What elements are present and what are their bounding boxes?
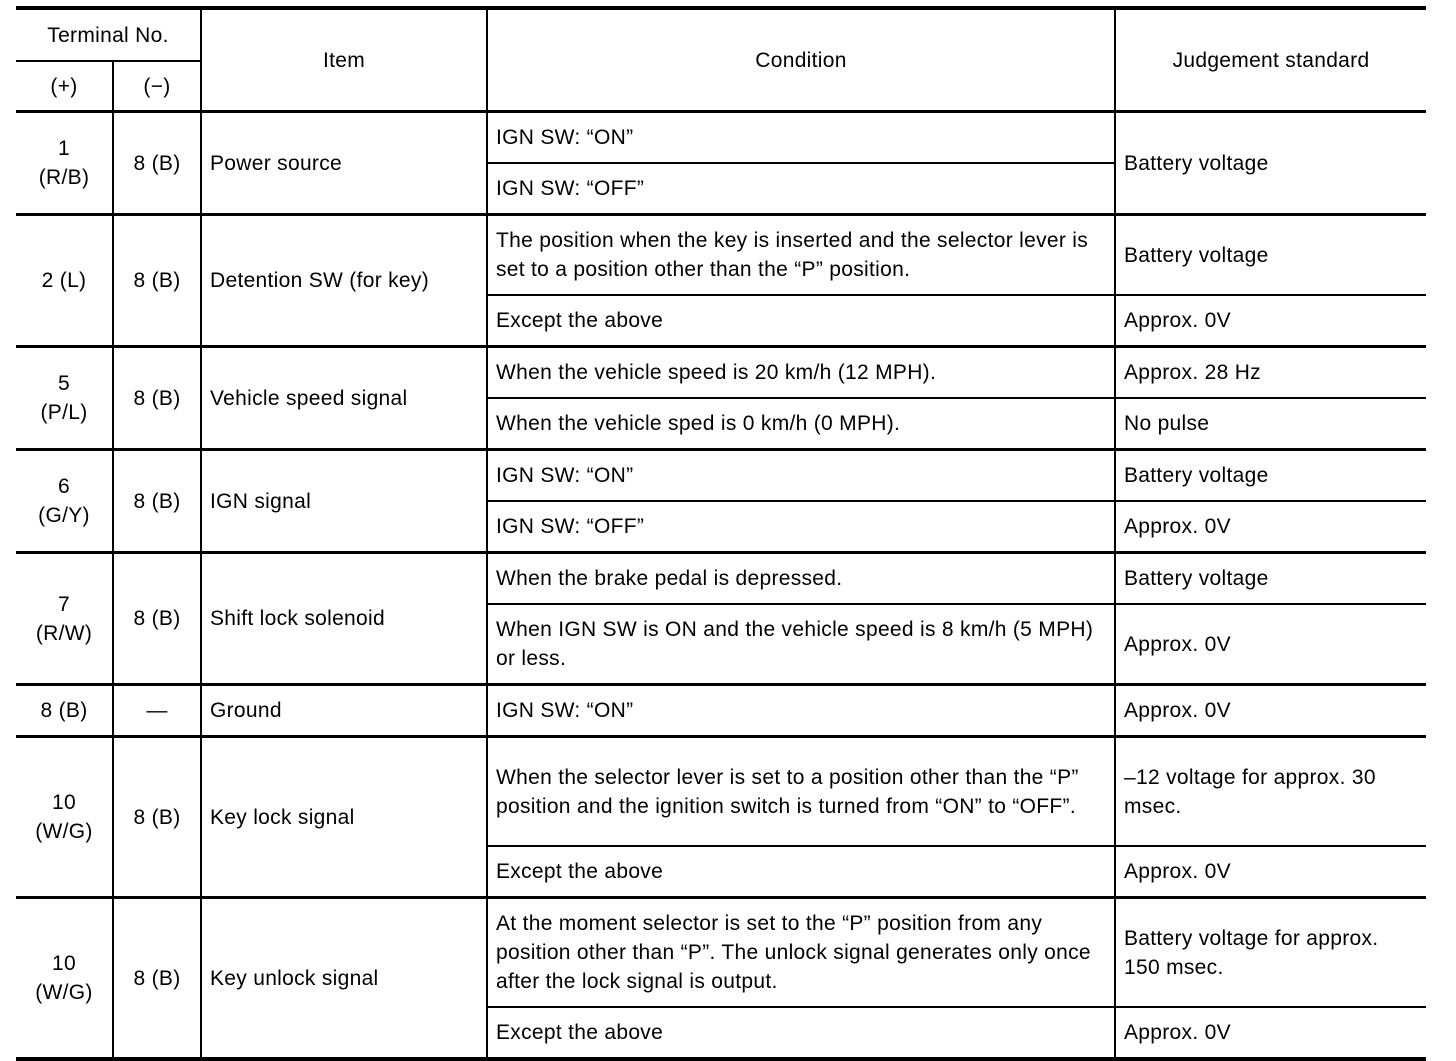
- header-minus: (−): [113, 61, 201, 112]
- item-name: Key unlock signal: [201, 898, 487, 1060]
- terminal-plus-color: (P/L): [40, 401, 88, 424]
- item-name: Vehicle speed signal: [201, 347, 487, 450]
- condition-text: IGN SW: “ON”: [487, 685, 1115, 737]
- terminal-plus-cell: [16, 553, 113, 685]
- table-row: [16, 898, 1426, 1008]
- judgement-text: Approx. 28 Hz: [1115, 347, 1426, 399]
- item-name: Shift lock solenoid: [201, 553, 487, 685]
- judgement-text: Approx. 0V: [1115, 1007, 1426, 1059]
- terminal-minus: 8 (B): [113, 215, 201, 347]
- condition-text: When the selector lever is set to a position other than the “P” position and the ignition switch is turned from “ON” to “OFF”.: [487, 737, 1115, 847]
- judgement-text: Battery voltage for approx. 150 msec.: [1115, 898, 1426, 1008]
- header-item: Item: [201, 8, 487, 112]
- terminal-minus: 8 (B): [113, 898, 201, 1060]
- judgement-text: Approx. 0V: [1115, 604, 1426, 685]
- item-name: Power source: [201, 112, 487, 215]
- condition-text: At the moment selector is set to the “P” position from any position other than “P”. The unlock signal generates only once after the lock signal is output.: [487, 898, 1115, 1008]
- judgement-text: No pulse: [1115, 398, 1426, 450]
- judgement-text: Battery voltage: [1115, 112, 1426, 215]
- header-condition: Condition: [487, 8, 1115, 112]
- condition-text: The position when the key is inserted and the selector lever is set to a position other than the “P” position.: [487, 215, 1115, 296]
- terminal-minus: 8 (B): [113, 553, 201, 685]
- terminal-plus-cell: [16, 898, 113, 1060]
- terminal-plus: 8 (B): [16, 685, 113, 737]
- condition-text: IGN SW: “OFF”: [487, 501, 1115, 553]
- terminal-minus: 8 (B): [113, 737, 201, 898]
- item-name: Ground: [201, 685, 487, 737]
- judgement-text: Battery voltage: [1115, 553, 1426, 605]
- terminal-minus: 8 (B): [113, 450, 201, 553]
- condition-text: Except the above: [487, 846, 1115, 898]
- terminal-plus-color: (R/W): [35, 621, 93, 645]
- terminal-plus-number: 5: [58, 372, 70, 395]
- terminal-plus-cell: [16, 347, 113, 450]
- table-row: [16, 112, 1426, 164]
- terminal-minus: 8 (B): [113, 347, 201, 450]
- judgement-text: –12 voltage for approx. 30 msec.: [1115, 737, 1426, 847]
- header-judgement-standard: Judgement standard: [1115, 8, 1426, 112]
- terminal-plus-cell: [16, 112, 113, 215]
- condition-text: Except the above: [487, 1007, 1115, 1059]
- terminal-minus: —: [113, 685, 201, 737]
- item-name: Detention SW (for key): [201, 215, 487, 347]
- judgement-text: Approx. 0V: [1115, 501, 1426, 553]
- table-row: [16, 450, 1426, 502]
- terminal-plus-color: (W/G): [35, 981, 93, 1004]
- item-name: Key lock signal: [201, 737, 487, 898]
- judgement-text: Approx. 0V: [1115, 295, 1426, 347]
- judgement-text: Battery voltage: [1115, 215, 1426, 296]
- terminal-plus-color: (G/Y): [38, 504, 90, 527]
- condition-text: When the brake pedal is depressed.: [487, 553, 1115, 605]
- header-terminal-no: Terminal No.: [16, 8, 201, 61]
- judgement-text: Approx. 0V: [1115, 685, 1426, 737]
- condition-text: IGN SW: “OFF”: [487, 163, 1115, 215]
- condition-text: When the vehicle sped is 0 km/h (0 MPH).: [487, 398, 1115, 450]
- terminal-plus-number: 7: [58, 592, 70, 616]
- terminal-plus-cell: [16, 450, 113, 553]
- table-row: [16, 685, 1426, 737]
- condition-text: When IGN SW is ON and the vehicle speed is 8 km/h (5 MPH) or less.: [487, 604, 1115, 685]
- header-plus: (+): [16, 61, 113, 112]
- condition-text: When the vehicle speed is 20 km/h (12 MPH).: [487, 347, 1115, 399]
- table-row: [16, 215, 1426, 296]
- terminal-plus-color: (W/G): [35, 820, 93, 843]
- terminal-plus-color: (R/B): [38, 166, 90, 189]
- condition-text: IGN SW: “ON”: [487, 450, 1115, 502]
- condition-text: IGN SW: “ON”: [487, 112, 1115, 164]
- terminal-spec-table: [16, 6, 1426, 1061]
- terminal-minus: 8 (B): [113, 112, 201, 215]
- terminal-plus-cell: [16, 737, 113, 898]
- terminal-plus: 2 (L): [16, 215, 113, 347]
- terminal-plus-number: 10: [52, 791, 76, 814]
- table-row: [16, 347, 1426, 399]
- terminal-plus-number: 6: [58, 475, 70, 498]
- table-body: [16, 112, 1426, 1060]
- condition-text: Except the above: [487, 295, 1115, 347]
- terminal-plus-number: 1: [58, 137, 70, 160]
- table-header: [16, 8, 1426, 112]
- judgement-text: Approx. 0V: [1115, 846, 1426, 898]
- terminal-plus-number: 10: [52, 952, 76, 975]
- judgement-text: Battery voltage: [1115, 450, 1426, 502]
- table-row: [16, 737, 1426, 847]
- item-name: IGN signal: [201, 450, 487, 553]
- table-row: [16, 553, 1426, 605]
